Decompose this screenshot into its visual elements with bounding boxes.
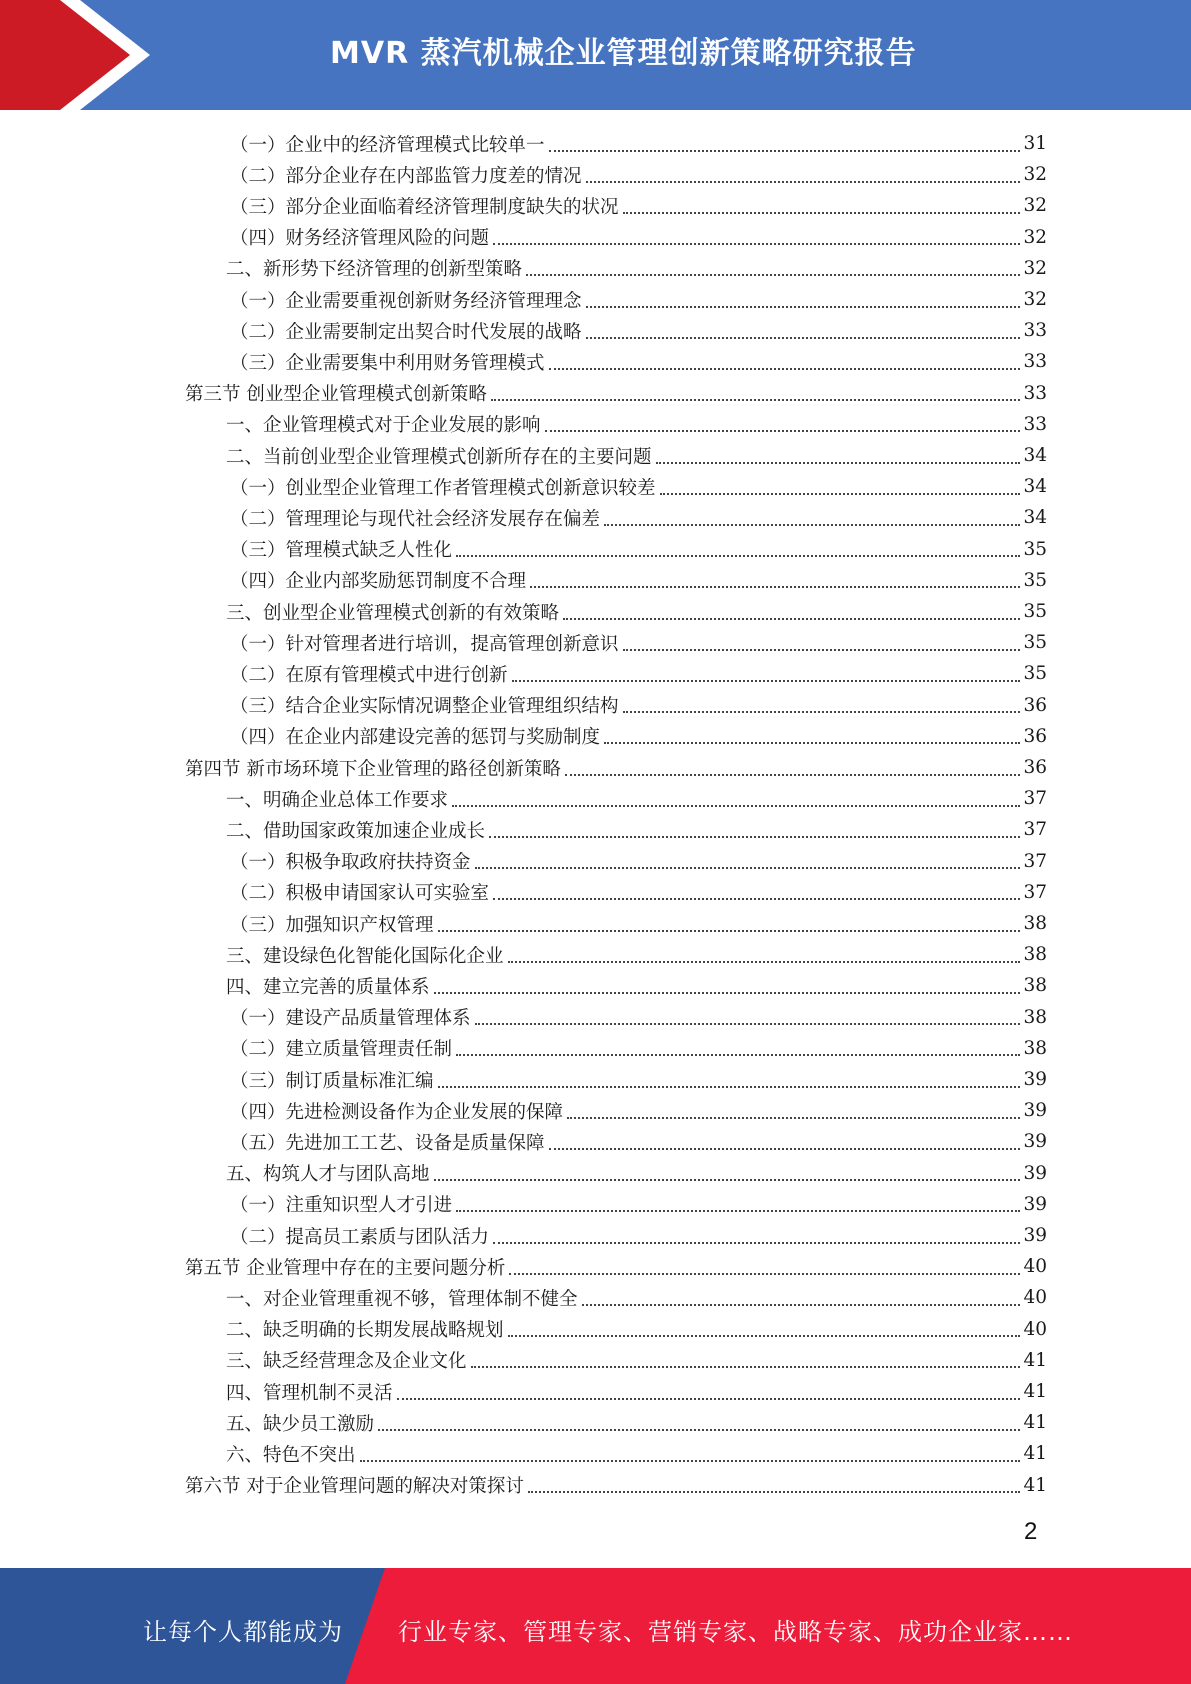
- toc-leader-dots: [438, 930, 1021, 932]
- toc-entry-page: 41: [1023, 1443, 1047, 1465]
- toc-entry-page: 41: [1023, 1474, 1047, 1496]
- toc-entry-page: 33: [1023, 382, 1047, 404]
- toc-entry[interactable]: [185, 752, 1047, 783]
- toc-entry-title: 二、当前创业型企业管理模式创新所存在的主要问题: [226, 446, 652, 468]
- toc-entry[interactable]: [230, 284, 1047, 315]
- toc-entry[interactable]: [230, 346, 1047, 377]
- toc-entry[interactable]: [230, 846, 1047, 877]
- toc-entry-title: （一）企业需要重视创新财务经济管理理念: [230, 290, 582, 312]
- toc-entry[interactable]: [230, 471, 1047, 502]
- toc-leader-dots: [549, 150, 1021, 152]
- toc-entry-title: 六、特色不突出: [226, 1444, 356, 1466]
- toc-entry-page: 35: [1023, 632, 1047, 654]
- toc-entry-page: 34: [1023, 507, 1047, 529]
- toc-entry[interactable]: [230, 658, 1047, 689]
- toc-entry[interactable]: [226, 814, 1047, 845]
- toc-leader-dots: [508, 1335, 1021, 1337]
- toc-entry-page: 40: [1023, 1287, 1047, 1309]
- toc-entry-page: 38: [1023, 1037, 1047, 1059]
- toc-leader-dots: [452, 805, 1020, 807]
- toc-entry-page: 36: [1023, 725, 1047, 747]
- toc-entry-page: 41: [1023, 1381, 1047, 1402]
- toc-entry[interactable]: [230, 159, 1047, 190]
- toc-entry-title: 五、缺少员工激励: [226, 1413, 375, 1435]
- header-arrow-icon: [0, 0, 160, 110]
- toc-leader-dots: [623, 711, 1021, 713]
- toc-entry[interactable]: [230, 1189, 1047, 1220]
- toc-entry-title: 第六节 对于企业管理问题的解决对策探讨: [185, 1476, 524, 1498]
- toc-entry[interactable]: [226, 939, 1047, 970]
- footer-slogan-right: 行业专家、管理专家、营销专家、战略专家、成功企业家……: [398, 1618, 1073, 1646]
- toc-entry-title: （三）加强知识产权管理: [230, 914, 434, 936]
- toc-entry-page: 32: [1023, 226, 1047, 248]
- toc-entry-title: 一、明确企业总体工作要求: [226, 789, 449, 811]
- toc-entry[interactable]: [230, 222, 1047, 253]
- toc-entry-page: 34: [1023, 476, 1047, 498]
- toc-entry-page: 41: [1023, 1349, 1047, 1371]
- toc-entry-page: 33: [1023, 320, 1047, 342]
- toc-entry[interactable]: [226, 1345, 1047, 1376]
- toc-leader-dots: [475, 867, 1021, 869]
- toc-leader-dots: [508, 961, 1021, 963]
- toc-entry-page: 38: [1023, 1006, 1047, 1028]
- toc-leader-dots: [360, 1460, 1021, 1462]
- toc-entry[interactable]: [230, 1033, 1047, 1064]
- toc-leader-dots: [565, 774, 1021, 776]
- toc-entry-title: 第三节 创业型企业管理模式创新策略: [185, 384, 487, 406]
- toc-entry-title: （一）注重知识型人才引进: [230, 1195, 453, 1217]
- toc-leader-dots: [567, 1117, 1020, 1119]
- toc-leader-dots: [660, 493, 1021, 495]
- toc-entry[interactable]: [230, 1126, 1047, 1157]
- toc-leader-dots: [549, 368, 1021, 370]
- toc-entry-title: 一、对企业管理重视不够，管理体制不健全: [226, 1288, 578, 1310]
- toc-entry[interactable]: [226, 596, 1047, 627]
- toc-entry-title: （五）先进加工工艺、设备是质量保障: [230, 1132, 545, 1154]
- toc-entry-title: 三、缺乏经营理念及企业文化: [226, 1351, 467, 1373]
- toc-entry-title: 第五节 企业管理中存在的主要问题分析: [185, 1257, 506, 1279]
- toc-entry-title: （四）在企业内部建设完善的惩罚与奖励制度: [230, 727, 601, 749]
- toc-entry-page: 39: [1023, 1100, 1047, 1122]
- toc-leader-dots: [493, 898, 1020, 900]
- toc-entry-page: 32: [1023, 164, 1047, 186]
- toc-entry-title: （三）管理模式缺乏人性化: [230, 540, 453, 562]
- toc-entry-page: 36: [1023, 757, 1047, 778]
- toc-entry-title: 三、创业型企业管理模式创新的有效策略: [226, 602, 560, 624]
- toc-entry[interactable]: [226, 970, 1047, 1001]
- toc-leader-dots: [434, 992, 1021, 994]
- toc-entry[interactable]: [230, 877, 1047, 908]
- toc-leader-dots: [586, 181, 1021, 183]
- toc-entry-page: 37: [1023, 850, 1047, 872]
- toc-entry[interactable]: [185, 378, 1047, 409]
- toc-entry-page: 35: [1023, 569, 1047, 591]
- toc-leader-dots: [545, 430, 1021, 432]
- toc-leader-dots: [397, 1398, 1021, 1400]
- toc-entry-title: 二、缺乏明确的长期发展战略规划: [226, 1320, 504, 1342]
- toc-entry-page: 33: [1023, 413, 1047, 435]
- toc-entry-page: 39: [1023, 1193, 1047, 1215]
- toc-leader-dots: [456, 1054, 1020, 1056]
- toc-entry-page: 32: [1023, 289, 1047, 310]
- toc-leader-dots: [493, 243, 1020, 245]
- toc-leader-dots: [509, 1273, 1020, 1275]
- toc-entry-title: 四、建立完善的质量体系: [226, 976, 430, 998]
- toc-leader-dots: [623, 649, 1021, 651]
- toc-leader-dots: [604, 524, 1020, 526]
- toc-entry[interactable]: [226, 783, 1047, 814]
- toc-entry[interactable]: [185, 1470, 1047, 1501]
- toc-entry-page: 38: [1023, 975, 1047, 997]
- toc-leader-dots: [530, 586, 1020, 588]
- toc-leader-dots: [475, 1023, 1021, 1025]
- toc-entry[interactable]: [226, 1158, 1047, 1189]
- toc-leader-dots: [582, 1304, 1021, 1306]
- toc-entry[interactable]: [230, 1064, 1047, 1095]
- toc-entry-page: 38: [1023, 913, 1047, 934]
- toc-entry-title: （三）部分企业面临着经济管理制度缺失的状况: [230, 196, 619, 218]
- toc-entry-title: （一）积极争取政府扶持资金: [230, 852, 471, 874]
- page-number: 2: [1024, 1518, 1038, 1545]
- toc-entry-title: （二）积极申请国家认可实验室: [230, 883, 490, 905]
- toc-leader-dots: [456, 1210, 1020, 1212]
- report-title: MVR 蒸汽机械企业管理创新策略研究报告: [330, 36, 917, 71]
- toc-entry-page: 39: [1023, 1069, 1047, 1090]
- toc-entry[interactable]: [230, 627, 1047, 658]
- toc-entry-page: 40: [1023, 1256, 1047, 1278]
- toc-entry[interactable]: [230, 908, 1047, 939]
- toc-entry[interactable]: [226, 1376, 1047, 1407]
- toc-entry[interactable]: [226, 409, 1047, 440]
- toc-entry-page: 37: [1023, 788, 1047, 810]
- toc-leader-dots: [438, 1086, 1021, 1088]
- toc-entry-title: （一）针对管理者进行培训，提高管理创新意识: [230, 633, 619, 655]
- page-footer: [0, 1568, 1191, 1684]
- toc-entry[interactable]: [226, 1282, 1047, 1313]
- toc-entry[interactable]: [230, 690, 1047, 721]
- toc-entry-title: 二、新形势下经济管理的创新型策略: [226, 259, 523, 281]
- toc-entry[interactable]: [226, 1438, 1047, 1469]
- toc-entry-page: 39: [1023, 1162, 1047, 1184]
- toc-entry-page: 35: [1023, 538, 1047, 560]
- toc-leader-dots: [656, 462, 1021, 464]
- toc-leader-dots: [526, 274, 1020, 276]
- toc-leader-dots: [456, 555, 1020, 557]
- toc-entry[interactable]: [230, 128, 1047, 159]
- footer-slogan-left: 让每个人都能成为: [143, 1618, 343, 1646]
- toc-entry-title: （二）在原有管理模式中进行创新: [230, 664, 508, 686]
- toc-entry-page: 32: [1023, 257, 1047, 279]
- toc-leader-dots: [434, 1179, 1021, 1181]
- toc-entry[interactable]: [230, 1095, 1047, 1126]
- toc-entry-page: 32: [1023, 195, 1047, 217]
- toc-entry-title: （三）结合企业实际情况调整企业管理组织结构: [230, 696, 619, 718]
- toc-entry-title: （四）企业内部奖励惩罚制度不合理: [230, 571, 527, 593]
- toc-entry[interactable]: [230, 315, 1047, 346]
- toc-entry-title: （一）创业型企业管理工作者管理模式创新意识较差: [230, 477, 656, 499]
- toc-leader-dots: [563, 618, 1020, 620]
- toc-entry-title: （一）建设产品质量管理体系: [230, 1008, 471, 1030]
- toc-leader-dots: [493, 1242, 1020, 1244]
- toc-entry-page: 38: [1023, 944, 1047, 966]
- toc-entry-page: 37: [1023, 881, 1047, 903]
- toc-entry-page: 34: [1023, 445, 1047, 466]
- toc-entry-title: （二）管理理论与现代社会经济发展存在偏差: [230, 508, 601, 530]
- toc-entry-title: （三）企业需要集中利用财务管理模式: [230, 352, 545, 374]
- toc-entry-title: （二）提高员工素质与团队活力: [230, 1226, 490, 1248]
- toc-entry-title: 第四节 新市场环境下企业管理的路径创新策略: [185, 758, 561, 780]
- toc-entry[interactable]: [230, 1002, 1047, 1033]
- toc-leader-dots: [512, 680, 1021, 682]
- toc-entry[interactable]: [230, 534, 1047, 565]
- toc-entry-title: （三）制订质量标准汇编: [230, 1070, 434, 1092]
- toc-entry[interactable]: [230, 190, 1047, 221]
- toc-leader-dots: [489, 836, 1020, 838]
- toc-entry[interactable]: [230, 1220, 1047, 1251]
- toc-entry-title: （四）财务经济管理风险的问题: [230, 228, 490, 250]
- toc-leader-dots: [491, 399, 1021, 401]
- toc-entry-title: （一）企业中的经济管理模式比较单一: [230, 134, 545, 156]
- toc-entry[interactable]: [226, 1314, 1047, 1345]
- toc-entry-page: 39: [1023, 1225, 1047, 1246]
- toc-entry-title: （二）企业需要制定出契合时代发展的战略: [230, 321, 582, 343]
- toc-entry-page: 33: [1023, 351, 1047, 373]
- toc-entry[interactable]: [185, 1251, 1047, 1282]
- toc-entry-title: 五、构筑人才与团队高地: [226, 1164, 430, 1186]
- toc-leader-dots: [471, 1366, 1021, 1368]
- toc-entry-page: 36: [1023, 694, 1047, 716]
- toc-entry-title: （二）建立质量管理责任制: [230, 1039, 453, 1061]
- toc-entry[interactable]: [226, 1407, 1047, 1438]
- toc-entry-title: （四）先进检测设备作为企业发展的保障: [230, 1101, 564, 1123]
- toc-entry[interactable]: [230, 565, 1047, 596]
- toc-entry-title: 一、企业管理模式对于企业发展的影响: [226, 415, 541, 437]
- toc-leader-dots: [586, 306, 1021, 308]
- toc-entry-title: （二）部分企业存在内部监管力度差的情况: [230, 165, 582, 187]
- toc-entry-title: 三、建设绿色化智能化国际化企业: [226, 945, 504, 967]
- toc-leader-dots: [604, 742, 1020, 744]
- toc-entry[interactable]: [226, 440, 1047, 471]
- toc-entry-page: 31: [1023, 133, 1047, 154]
- toc-entry[interactable]: [226, 253, 1047, 284]
- toc-entry-page: 35: [1023, 601, 1047, 622]
- toc-entry[interactable]: [230, 502, 1047, 533]
- toc-entry-page: 41: [1023, 1412, 1047, 1434]
- toc-leader-dots: [549, 1148, 1021, 1150]
- toc-entry-page: 35: [1023, 663, 1047, 685]
- toc-entry-page: 37: [1023, 819, 1047, 841]
- toc-leader-dots: [623, 212, 1021, 214]
- toc-leader-dots: [378, 1429, 1020, 1431]
- toc-entry-title: 四、管理机制不灵活: [226, 1382, 393, 1404]
- toc-entry-title: 二、借助国家政策加速企业成长: [226, 820, 486, 842]
- toc-entry-page: 40: [1023, 1318, 1047, 1340]
- toc-leader-dots: [586, 337, 1021, 339]
- toc-entry-page: 39: [1023, 1131, 1047, 1153]
- toc-leader-dots: [528, 1491, 1021, 1493]
- page-header: [0, 0, 1191, 110]
- toc-entry[interactable]: [230, 721, 1047, 752]
